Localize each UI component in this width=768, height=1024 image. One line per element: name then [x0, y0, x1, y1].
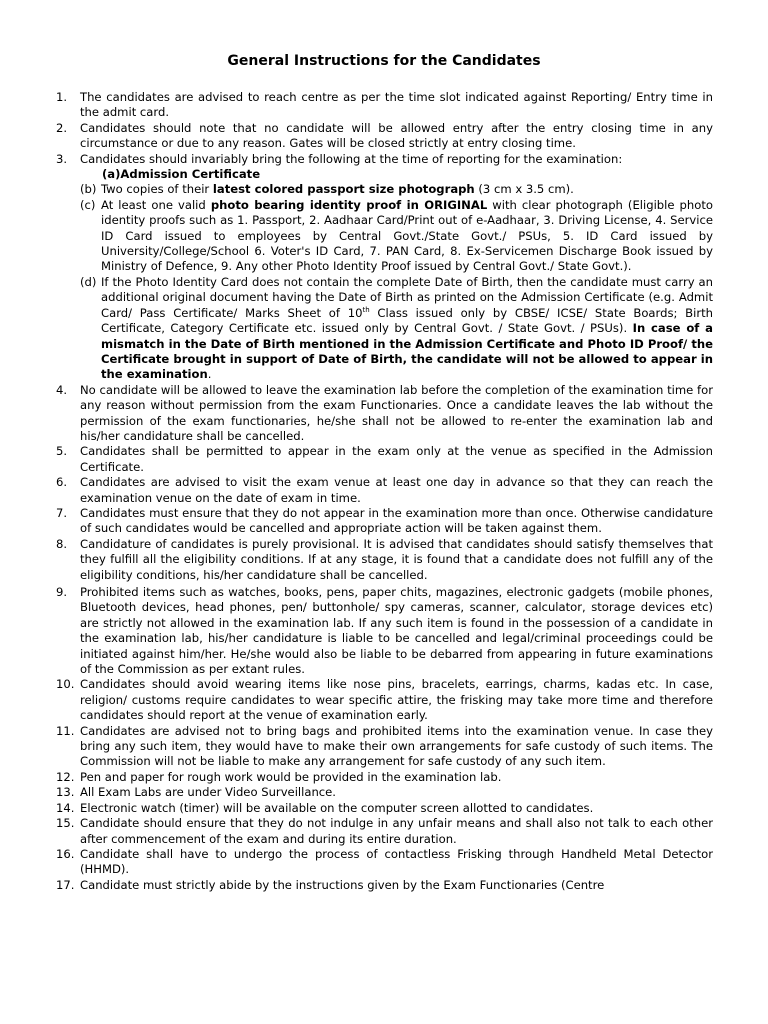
item-number: 15.	[56, 816, 75, 831]
item-text: Candidates should invariably bring the following at the time of reporting for the examination:	[80, 151, 623, 166]
sub-bold-text: photo bearing identity proof in ORIGINAL	[210, 197, 488, 212]
item-text: All Exam Labs are under Video Surveillance.	[80, 785, 336, 800]
list-item-3	[56, 152, 713, 167]
list-item-14	[56, 801, 713, 816]
item-number: 3.	[56, 151, 68, 166]
list-item-9	[56, 585, 713, 677]
item-number: 13.	[56, 785, 75, 800]
sub-text: At least one valid	[101, 197, 211, 212]
item-text: Candidates must ensure that they do not appear in the examination more than once. Otherwise candidature of such candidates would be cancelled and appropriate action will be taken against them.	[80, 505, 713, 536]
list-item-6	[56, 475, 713, 506]
item-number: 16.	[56, 846, 75, 861]
sub-bold-text: latest colored passport size photograph	[212, 182, 475, 197]
list-item-13	[56, 785, 713, 800]
item-number: 10.	[56, 677, 75, 692]
item-text: Electronic watch (timer) will be available on the computer screen allotted to candidates.	[80, 800, 594, 815]
list-item-7	[56, 506, 713, 537]
item-number: 9.	[56, 585, 68, 599]
sub-text: Class issued only by CBSE/ ICSE/ State Boards; Birth Certificate, Category Certificate etc. issued only by Central Govt. / State Govt. / PSUs).	[101, 305, 713, 336]
item-number: 7.	[56, 505, 68, 520]
item-text: Candidates shall be permitted to appear in the exam only at the venue as specified in the Admission Certificate.	[80, 444, 713, 474]
item-text: Pen and paper for rough work would be provided in the examination lab.	[80, 769, 502, 784]
list-item-12	[56, 770, 713, 785]
item-text: Candidate should ensure that they do not indulge in any unfair means and shall also not talk to each other after commencement of the exam and during its entire duration.	[80, 816, 713, 846]
sub-text: with clear photograph (Eligible photo identity proofs such as 1. Passport, 2. Aadhaar Card/Print out of e-Aadhaar, 3. Driving License, 4. Service ID Card issued to employees by Central Govt./State Govt./ PSUs, 5. ID Card issued by University/College/School 6. Voter's ID Card, 7. PAN Card, 8. Ex-Servicemen Discharge Book issued by Ministry of Defence, 9. Any other Photo Identity Proof issued by Central Govt./ State Govt.).	[101, 197, 713, 274]
item-number: 4.	[56, 382, 68, 397]
item-text: Candidates should note that no candidate will be allowed entry after the entry closing time in any circumstance or due to any reason. Gates will be closed strictly at entry closing time.	[80, 120, 713, 151]
item-number: 17.	[56, 877, 75, 892]
item-number: 12.	[56, 769, 75, 784]
list-item-10	[56, 677, 713, 723]
item-number: 5.	[56, 444, 68, 459]
sub-item-d	[80, 275, 713, 383]
list-item-17	[56, 878, 713, 893]
instruction-list	[56, 90, 713, 893]
sub-text: .	[207, 367, 212, 382]
sub-label: (d)	[80, 274, 97, 289]
sub-item-c	[80, 198, 713, 275]
item-number: 11.	[56, 723, 75, 738]
list-item-11	[56, 724, 713, 770]
page-title: General Instructions for the Candidates	[227, 53, 541, 69]
list-item-15	[56, 816, 713, 847]
superscript: th	[362, 305, 370, 314]
item-text: Candidate must strictly abide by the instructions given by the Exam Functionaries (Centre	[80, 877, 605, 892]
item-number: 1.	[56, 90, 68, 104]
sub-bold-text: In case of a mismatch in the Date of Birth mentioned in the Admission Certificate and Photo ID Proof/ the Certificate brought in support of Date of Birth, the candidate will not be allowed to appear in the examination	[101, 321, 713, 382]
sub-text: If the Photo Identity Card does not contain the complete Date of Birth, then the candidate must carry an additional original document having the Date of Birth as printed on the Admission Certificate (e.g. Admit Card/ Pass Certificate/ Marks Sheet of 10	[101, 274, 713, 320]
item-number: 6.	[56, 475, 68, 490]
item-text: Candidates are advised not to bring bags and prohibited items into the examination venue. In case they bring any such item, they would have to make their own arrangements for safe custody of such items. The Commission will not be liable to make any arrangement for safe custody of any such item.	[80, 723, 713, 769]
item-text: Candidates are advised to visit the exam venue at least one day in advance so that they can reach the examination venue on the date of exam in time.	[80, 475, 713, 505]
item-number: 8.	[56, 536, 68, 551]
sub-label: (b)	[80, 182, 97, 197]
list-item-2	[56, 121, 713, 152]
list-item-4	[56, 383, 713, 445]
sub-text: (3 cm x 3.5 cm).	[474, 182, 574, 197]
list-item-16	[56, 847, 713, 878]
list-item-1	[56, 90, 713, 121]
sub-item-b	[80, 182, 713, 197]
sub-label: (c)	[80, 197, 96, 212]
item-number: 14.	[56, 800, 75, 815]
item-text: Candidates should avoid wearing items like nose pins, bracelets, earrings, charms, kadas etc. In case, religion/ customs require candidates to wear specific attire, the frisking may take more time and therefore candidates should report at the venue of examination early.	[80, 677, 713, 723]
list-item-8	[56, 537, 713, 583]
sub-item-a: (a)Admission Certificate	[102, 167, 261, 182]
sub-text: Two copies of their	[101, 182, 213, 197]
item-number: 2.	[56, 120, 68, 135]
item-text: Candidate shall have to undergo the process of contactless Frisking through Handheld Metal Detector (HHMD).	[80, 846, 713, 877]
item-text: The candidates are advised to reach centre as per the time slot indicated against Reporting/ Entry time in the admit card.	[80, 90, 713, 120]
item-text: No candidate will be allowed to leave the examination lab before the completion of the examination time for any reason without permission from the exam Functionaries. Once a candidate leaves the lab without the permission of the exam functionaries, he/she shall not be allowed to re-enter the examination lab and his/her candidature shall be cancelled.	[80, 382, 713, 443]
list-item-5	[56, 444, 713, 475]
item-text: Prohibited items such as watches, books, pens, paper chits, magazines, electronic gadgets (mobile phones, Bluetooth devices, head phones, pen/ buttonhole/ spy cameras, scanner, calculator, storage devices etc) are strictly not allowed in the examination lab. If any such item is found in the possession of a candidate in the examination lab, his/her candidature is liable to be cancelled and legal/criminal proceedings could be initiated against him/her. He/she would also be liable to be debarred from appearing in future examinations of the Commission as per extant rules.	[80, 585, 713, 677]
item-text: Candidature of candidates is purely provisional. It is advised that candidates should satisfy themselves that they fulfill all the eligibility conditions. If at any stage, it is found that a candidate does not fulfill any of the eligibility conditions, his/her candidature shall be cancelled.	[80, 536, 713, 582]
